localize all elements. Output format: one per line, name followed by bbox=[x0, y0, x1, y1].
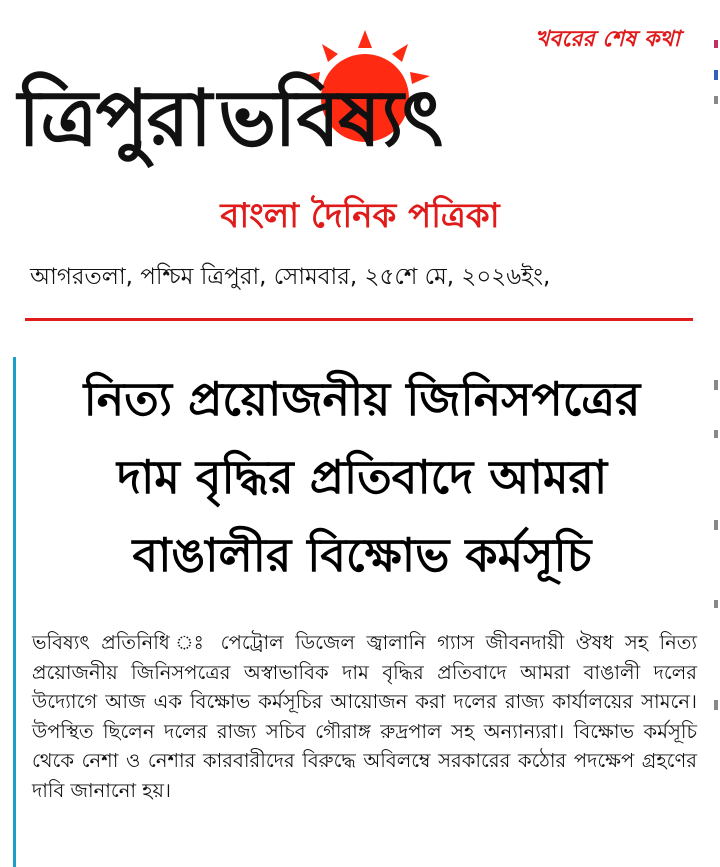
headline-line: নিত্য প্রয়োজনীয় জিনিসপত্রের bbox=[83, 372, 641, 426]
article-body: ভবিষ্যৎ প্রতিনিধি ঃ পেট্রোল ডিজেল জ্বালানি গ্যাস জীবনদায়ী ঔষধ সহ নিত্য প্রয়োজনীয় জিনিসপত্রের অস্বাভাবিক দাম বৃদ্ধির প্রতিবাদে আমরা বাঙালী দলের উদ্যোগে আজ এক বিক্ষোভ কর্মসূচির আয়োজন করা দলের রাজ্য কার্যালয়ের সামনে। উপস্থিত ছিলেন দলের রাজ্য সচিব গৌরাঙ্গ রুদ্রপাল সহ অন্যান্যরা। বিক্ষোভ কর্মসূচি থেকে নেশা ও নেশার কারবারীদের বিরুদ্ধে অবিলম্বে সরকারের কঠোর পদক্ষেপ গ্রহণের দাবি জানানো হয়। bbox=[32, 631, 697, 802]
newspaper-subtitle: বাংলা দৈনিক পত্রিকা bbox=[220, 196, 500, 236]
newspaper-masthead bbox=[0, 0, 720, 250]
title-part-bhabishyat: ভবিষ্যৎ bbox=[218, 73, 442, 164]
article-side-rule bbox=[13, 357, 16, 867]
newspaper-title bbox=[18, 58, 441, 188]
headline-line: বাঙালীর বিক্ষোভ কর্মসূচি bbox=[132, 528, 592, 582]
page-edge-decoration bbox=[704, 0, 720, 867]
header-divider bbox=[25, 318, 693, 321]
title-part-tripura: ত্রিপুরা bbox=[18, 73, 211, 164]
headline-line: দাম বৃদ্ধির প্রতিবাদে আমরা bbox=[116, 450, 608, 504]
article-headline bbox=[28, 360, 696, 594]
masthead-slogan: খবরের শেষ কথা bbox=[534, 27, 680, 52]
dateline: আগরতলা, পশ্চিম ত্রিপুরা, সোমবার, ২৫শে মে, ২০২৬ইং, bbox=[30, 264, 551, 290]
